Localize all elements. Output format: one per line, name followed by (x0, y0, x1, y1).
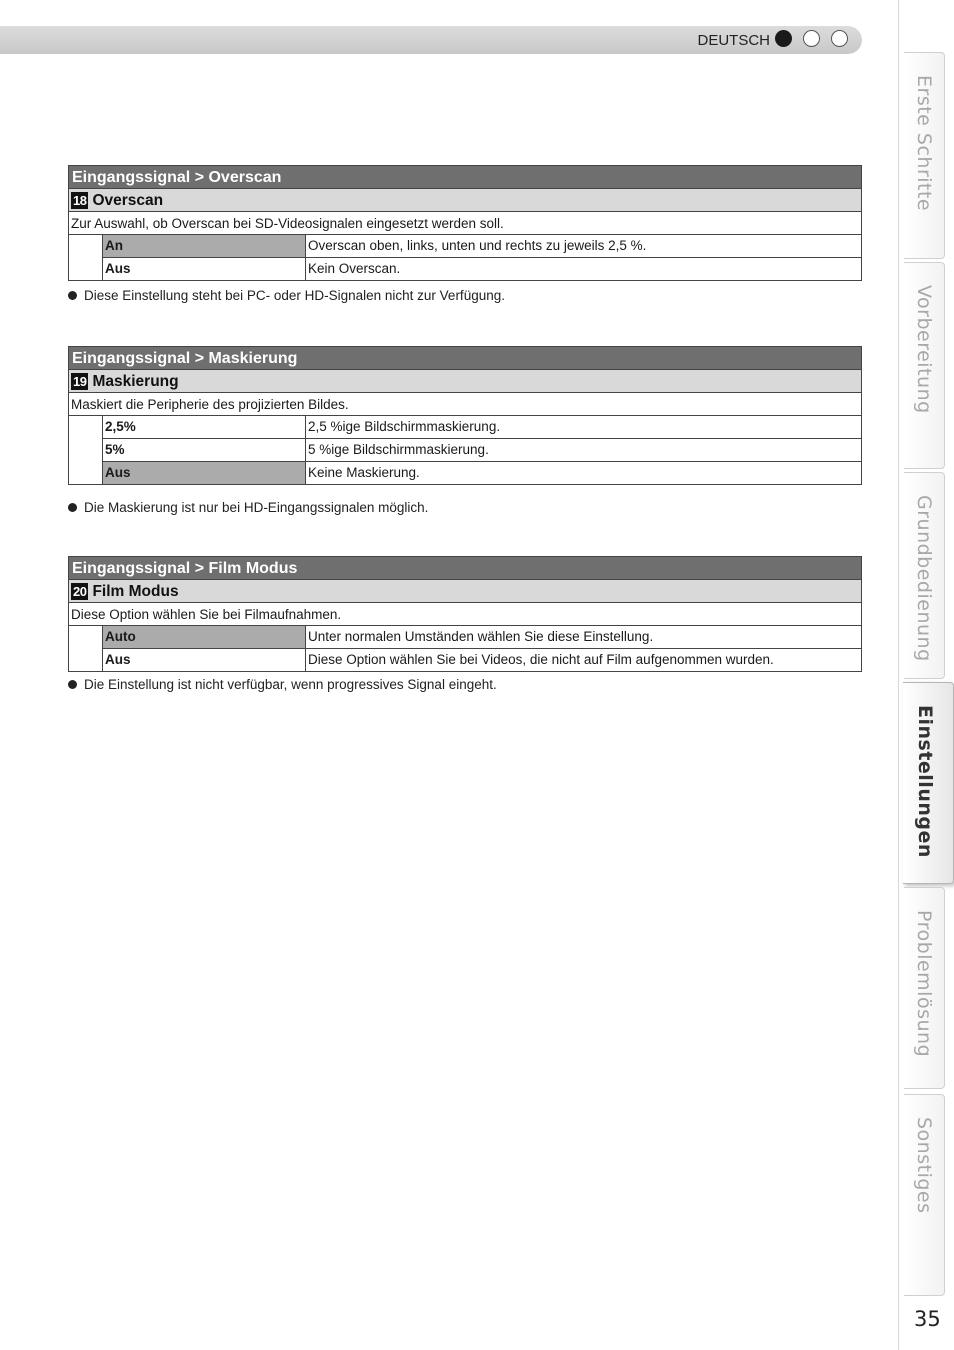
tab-sonstiges[interactable] (904, 1094, 945, 1296)
option-row (102, 234, 861, 257)
option-value: 2,5 %ige Bildschirmmaskierung. (305, 415, 861, 438)
section-title: Eingangssignal > Film Modus (68, 556, 862, 579)
tab-problemloesung[interactable] (904, 887, 945, 1089)
option-key-default: An (102, 234, 305, 257)
tab-label: Grundbedienung (913, 495, 935, 662)
overscan-note (68, 288, 505, 303)
tab-label: Erste Schritte (913, 75, 935, 212)
setting-title (68, 188, 862, 211)
option-value: Diese Option wählen Sie bei Videos, die nicht auf Film aufgenommen wurden. (305, 648, 861, 671)
setting-description: Zur Auswahl, ob Overscan bei SD-Videosignalen eingesetzt werden soll. (68, 211, 862, 234)
maskierung-note (68, 500, 428, 515)
section-title: Eingangssignal > Maskierung (68, 346, 862, 369)
page-number: 35 (914, 1307, 941, 1331)
option-row (102, 461, 861, 484)
setting-name: Maskierung (92, 372, 179, 390)
tab-label: Problemlösung (913, 910, 935, 1058)
film-modus-section (68, 556, 862, 672)
option-value: Kein Overscan. (305, 257, 861, 280)
options-table (68, 625, 862, 672)
option-value: Unter normalen Umständen wählen Sie diese Einstellung. (305, 625, 861, 648)
language-indicator-icon (831, 30, 848, 47)
tab-grundbedienung[interactable] (904, 472, 945, 679)
section-title: Eingangssignal > Overscan (68, 165, 862, 188)
option-row (102, 257, 861, 280)
tab-erste-schritte[interactable] (904, 52, 945, 259)
setting-title (68, 579, 862, 602)
options-table (68, 415, 862, 485)
option-key: Aus (102, 648, 305, 671)
setting-number-badge: 19 (73, 373, 87, 389)
option-key: 5% (102, 438, 305, 461)
option-key-default: Auto (102, 625, 305, 648)
setting-description: Maskiert die Peripherie des projizierten Bildes. (68, 392, 862, 415)
language-indicator-icon (803, 30, 820, 47)
setting-number-badge: 18 (73, 192, 87, 208)
bullet-icon (68, 291, 77, 300)
option-key: 2,5% (102, 415, 305, 438)
option-row (102, 648, 861, 671)
setting-title (68, 369, 862, 392)
setting-name: Film Modus (92, 582, 179, 600)
note-text: Die Maskierung ist nur bei HD-Eingangssignalen möglich. (84, 500, 429, 515)
film-modus-note (68, 677, 497, 692)
overscan-section (68, 165, 862, 281)
note-text: Diese Einstellung steht bei PC- oder HD-Signalen nicht zur Verfügung. (84, 288, 505, 303)
option-value: Overscan oben, links, unten und rechts zu jeweils 2,5 %. (305, 234, 861, 257)
bullet-icon (68, 680, 77, 689)
bullet-icon (68, 503, 77, 512)
option-key-default: Aus (102, 461, 305, 484)
option-row (102, 415, 861, 438)
tab-label: Sonstiges (913, 1117, 935, 1214)
option-value: Keine Maskierung. (305, 461, 861, 484)
setting-description: Diese Option wählen Sie bei Filmaufnahmen. (68, 602, 862, 625)
setting-number-badge: 20 (73, 583, 87, 599)
maskierung-section (68, 346, 862, 485)
language-indicator-active-icon (775, 30, 792, 47)
chapter-tabs (898, 0, 954, 1350)
tab-einstellungen[interactable] (903, 682, 954, 884)
setting-name: Overscan (92, 191, 164, 209)
tab-label: Einstellungen (914, 705, 936, 858)
options-table (68, 234, 862, 281)
language-bar (0, 26, 862, 54)
language-label: DEUTSCH (697, 32, 770, 49)
tab-vorbereitung[interactable] (904, 262, 945, 469)
tab-label: Vorbereitung (913, 285, 935, 414)
option-row (102, 625, 861, 648)
option-row (102, 438, 861, 461)
option-value: 5 %ige Bildschirmmaskierung. (305, 438, 861, 461)
note-text: Die Einstellung ist nicht verfügbar, wenn progressives Signal eingeht. (84, 677, 497, 692)
option-key: Aus (102, 257, 305, 280)
